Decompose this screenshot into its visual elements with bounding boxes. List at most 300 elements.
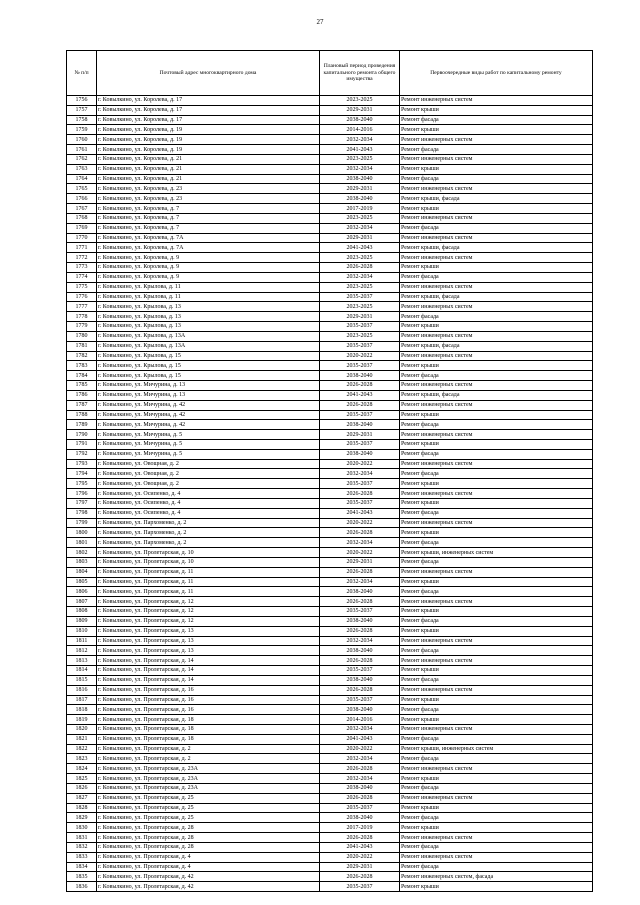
- row-works: Ремонт крыши: [400, 823, 593, 833]
- row-address: г. Ковылкино, ул. Пролетарская, д. 2: [97, 744, 320, 754]
- row-number: 1816: [67, 685, 97, 695]
- row-period: 2038-2040: [320, 174, 400, 184]
- table-row: [67, 459, 593, 469]
- capital-repair-table: [66, 50, 593, 892]
- row-address: г. Ковылкино, ул. Пролетарская, д. 18: [97, 715, 320, 725]
- row-period: 2032-2034: [320, 725, 400, 735]
- row-period: 2032-2034: [320, 223, 400, 233]
- row-period: 2038-2040: [320, 115, 400, 125]
- table-row: [67, 263, 593, 273]
- header-period: Плановый период проведения капитального ремонта общего имущества: [320, 51, 400, 96]
- table-row: [67, 351, 593, 361]
- row-address: г. Ковылкино, ул. Пролетарская, д. 16: [97, 705, 320, 715]
- row-number: 1776: [67, 292, 97, 302]
- row-address: г. Ковылкино, ул. Крылова, д. 11: [97, 282, 320, 292]
- row-number: 1818: [67, 705, 97, 715]
- row-address: г. Ковылкино, ул. Крылова, д. 13: [97, 302, 320, 312]
- row-number: 1826: [67, 783, 97, 793]
- row-works: Ремонт крыши: [400, 263, 593, 273]
- row-works: Ремонт инженерных систем: [400, 852, 593, 862]
- table-row: [67, 616, 593, 626]
- row-address: г. Ковылкино, ул. Пролетарская, д. 11: [97, 577, 320, 587]
- row-address: г. Ковылкино, ул. Пархоменко, д. 2: [97, 518, 320, 528]
- row-number: 1829: [67, 813, 97, 823]
- row-works: Ремонт инженерных систем: [400, 135, 593, 145]
- row-number: 1765: [67, 184, 97, 194]
- row-number: 1806: [67, 587, 97, 597]
- row-number: 1835: [67, 872, 97, 882]
- row-address: г. Ковылкино, ул. Пролетарская, д. 14: [97, 675, 320, 685]
- row-works: Ремонт крыши: [400, 774, 593, 784]
- table-row: [67, 715, 593, 725]
- row-address: г. Ковылкино, ул. Мичурина, д. 42: [97, 420, 320, 430]
- row-period: 2032-2034: [320, 636, 400, 646]
- row-works: Ремонт фасада: [400, 223, 593, 233]
- row-number: 1767: [67, 204, 97, 214]
- row-works: Ремонт инженерных систем: [400, 793, 593, 803]
- row-number: 1771: [67, 243, 97, 253]
- table-row: [67, 204, 593, 214]
- row-period: 2020-2022: [320, 518, 400, 528]
- row-works: Ремонт крыши: [400, 125, 593, 135]
- page-number: 27: [316, 18, 324, 26]
- row-address: г. Ковылкино, ул. Пролетарская, д. 23А: [97, 783, 320, 793]
- row-period: 2035-2037: [320, 498, 400, 508]
- row-number: 1795: [67, 479, 97, 489]
- row-period: 2026-2028: [320, 597, 400, 607]
- row-works: Ремонт инженерных систем: [400, 567, 593, 577]
- row-period: 2035-2037: [320, 322, 400, 332]
- table-row: [67, 194, 593, 204]
- table-row: [67, 282, 593, 292]
- row-works: Ремонт фасада: [400, 705, 593, 715]
- row-address: г. Ковылкино, ул. Пролетарская, д. 28: [97, 842, 320, 852]
- row-works: Ремонт инженерных систем: [400, 331, 593, 341]
- row-number: 1811: [67, 636, 97, 646]
- row-works: Ремонт фасада: [400, 616, 593, 626]
- row-address: г. Ковылкино, ул. Пролетарская, д. 12: [97, 607, 320, 617]
- row-number: 1836: [67, 882, 97, 892]
- row-address: г. Ковылкино, ул. Пролетарская, д. 11: [97, 567, 320, 577]
- row-works: Ремонт инженерных систем: [400, 833, 593, 843]
- table-row: [67, 744, 593, 754]
- table-row: [67, 233, 593, 243]
- row-address: г. Ковылкино, ул. Пролетарская, д. 4: [97, 852, 320, 862]
- row-address: г. Ковылкино, ул. Пролетарская, д. 23А: [97, 774, 320, 784]
- row-number: 1758: [67, 115, 97, 125]
- row-address: г. Ковылкино, ул. Пархоменко, д. 2: [97, 528, 320, 538]
- table-row: [67, 557, 593, 567]
- row-address: г. Ковылкино, ул. Пролетарская, д. 18: [97, 734, 320, 744]
- row-period: 2023-2025: [320, 253, 400, 263]
- row-works: Ремонт крыши: [400, 410, 593, 420]
- row-period: 2038-2040: [320, 675, 400, 685]
- row-address: г. Ковылкино, ул. Королева, д. 23: [97, 184, 320, 194]
- row-works: Ремонт инженерных систем, фасада: [400, 872, 593, 882]
- row-period: 2038-2040: [320, 783, 400, 793]
- row-number: 1821: [67, 734, 97, 744]
- row-period: 2032-2034: [320, 538, 400, 548]
- table-row: [67, 538, 593, 548]
- row-address: г. Ковылкино, ул. Пролетарская, д. 13: [97, 646, 320, 656]
- row-number: 1807: [67, 597, 97, 607]
- table-row: [67, 774, 593, 784]
- table-row: [67, 508, 593, 518]
- table-row: [67, 577, 593, 587]
- row-number: 1804: [67, 567, 97, 577]
- row-number: 1809: [67, 616, 97, 626]
- row-number: 1770: [67, 233, 97, 243]
- row-address: г. Ковылкино, ул. Крылова, д. 15: [97, 371, 320, 381]
- row-number: 1774: [67, 272, 97, 282]
- row-works: Ремонт инженерных систем: [400, 282, 593, 292]
- row-works: Ремонт фасада: [400, 842, 593, 852]
- row-address: г. Ковылкино, ул. Пролетарская, д. 2: [97, 754, 320, 764]
- table-row: [67, 518, 593, 528]
- row-address: г. Ковылкино, ул. Пролетарская, д. 4: [97, 862, 320, 872]
- table-row: [67, 626, 593, 636]
- row-works: Ремонт инженерных систем: [400, 685, 593, 695]
- row-address: г. Ковылкино, ул. Королева, д. 17: [97, 105, 320, 115]
- table-row: [67, 872, 593, 882]
- row-number: 1780: [67, 331, 97, 341]
- row-number: 1787: [67, 400, 97, 410]
- row-works: Ремонт крыши: [400, 715, 593, 725]
- row-address: г. Ковылкино, ул. Королева, д. 23: [97, 194, 320, 204]
- row-period: 2023-2025: [320, 302, 400, 312]
- table-row: [67, 754, 593, 764]
- row-period: 2017-2019: [320, 823, 400, 833]
- row-works: Ремонт фасада: [400, 754, 593, 764]
- row-works: Ремонт инженерных систем: [400, 725, 593, 735]
- table-row: [67, 105, 593, 115]
- row-number: 1784: [67, 371, 97, 381]
- row-address: г. Ковылкино, ул. Пролетарская, д. 16: [97, 695, 320, 705]
- table-row: [67, 695, 593, 705]
- row-address: г. Ковылкино, ул. Королева, д. 7А: [97, 233, 320, 243]
- row-period: 2026-2028: [320, 626, 400, 636]
- table-row: [67, 498, 593, 508]
- row-address: г. Ковылкино, ул. Пролетарская, д. 12: [97, 616, 320, 626]
- table-row: [67, 685, 593, 695]
- row-works: Ремонт инженерных систем: [400, 430, 593, 440]
- table-row: [67, 862, 593, 872]
- row-number: 1773: [67, 263, 97, 273]
- row-number: 1810: [67, 626, 97, 636]
- table-row: [67, 636, 593, 646]
- row-address: г. Ковылкино, ул. Королева, д. 9: [97, 253, 320, 263]
- row-period: 2020-2022: [320, 459, 400, 469]
- table-row: [67, 567, 593, 577]
- row-period: 2035-2037: [320, 439, 400, 449]
- table-row: [67, 852, 593, 862]
- row-works: Ремонт фасада: [400, 646, 593, 656]
- row-works: Ремонт крыши, инженерных систем: [400, 548, 593, 558]
- row-works: Ремонт крыши: [400, 361, 593, 371]
- row-number: 1783: [67, 361, 97, 371]
- row-number: 1825: [67, 774, 97, 784]
- row-works: Ремонт фасада: [400, 675, 593, 685]
- row-number: 1766: [67, 194, 97, 204]
- row-works: Ремонт крыши, инженерных систем: [400, 744, 593, 754]
- table-row: [67, 253, 593, 263]
- row-number: 1832: [67, 842, 97, 852]
- row-works: Ремонт крыши: [400, 695, 593, 705]
- row-period: 2035-2037: [320, 607, 400, 617]
- table-row: [67, 390, 593, 400]
- row-number: 1814: [67, 666, 97, 676]
- table-row: [67, 223, 593, 233]
- row-works: Ремонт крыши, фасада: [400, 390, 593, 400]
- row-number: 1779: [67, 322, 97, 332]
- row-address: г. Ковылкино, ул. Королева, д. 17: [97, 115, 320, 125]
- row-works: Ремонт крыши, фасада: [400, 292, 593, 302]
- row-works: Ремонт инженерных систем: [400, 518, 593, 528]
- row-period: 2026-2028: [320, 528, 400, 538]
- table-row: [67, 272, 593, 282]
- row-period: 2032-2034: [320, 577, 400, 587]
- table-row: [67, 371, 593, 381]
- row-period: 2026-2028: [320, 685, 400, 695]
- row-period: 2029-2031: [320, 184, 400, 194]
- table-row: [67, 381, 593, 391]
- row-number: 1757: [67, 105, 97, 115]
- header-number: № п/п: [67, 51, 97, 96]
- row-address: г. Ковылкино, ул. Королева, д. 7: [97, 223, 320, 233]
- row-period: 2038-2040: [320, 705, 400, 715]
- row-works: Ремонт фасада: [400, 557, 593, 567]
- row-works: Ремонт фасада: [400, 538, 593, 548]
- table-row: [67, 213, 593, 223]
- table-row: [67, 823, 593, 833]
- row-number: 1799: [67, 518, 97, 528]
- row-works: Ремонт крыши: [400, 528, 593, 538]
- row-address: г. Ковылкино, ул. Крылова, д. 15: [97, 361, 320, 371]
- row-address: г. Ковылкино, ул. Крылова, д. 13: [97, 312, 320, 322]
- row-period: 2035-2037: [320, 479, 400, 489]
- table-row: [67, 783, 593, 793]
- row-period: 2014-2016: [320, 715, 400, 725]
- row-works: Ремонт инженерных систем: [400, 213, 593, 223]
- row-works: Ремонт крыши: [400, 607, 593, 617]
- row-address: г. Ковылкино, ул. Мичурина, д. 42: [97, 410, 320, 420]
- table-row: [67, 675, 593, 685]
- row-period: 2032-2034: [320, 272, 400, 282]
- row-number: 1805: [67, 577, 97, 587]
- table-row: [67, 322, 593, 332]
- row-address: г. Ковылкино, ул. Крылова, д. 13А: [97, 341, 320, 351]
- row-address: г. Ковылкино, ул. Пролетарская, д. 23А: [97, 764, 320, 774]
- row-period: 2038-2040: [320, 646, 400, 656]
- row-number: 1800: [67, 528, 97, 538]
- row-period: 2029-2031: [320, 312, 400, 322]
- table-row: [67, 646, 593, 656]
- row-address: г. Ковылкино, ул. Крылова, д. 13: [97, 322, 320, 332]
- row-address: г. Ковылкино, ул. Королева, д. 19: [97, 145, 320, 155]
- row-number: 1756: [67, 96, 97, 106]
- row-period: 2041-2043: [320, 842, 400, 852]
- row-period: 2035-2037: [320, 292, 400, 302]
- row-works: Ремонт крыши: [400, 498, 593, 508]
- table-row: [67, 174, 593, 184]
- row-address: г. Ковылкино, ул. Пролетарская, д. 10: [97, 548, 320, 558]
- row-number: 1793: [67, 459, 97, 469]
- row-address: г. Ковылкино, ул. Крылова, д. 11: [97, 292, 320, 302]
- row-number: 1763: [67, 164, 97, 174]
- table-row: [67, 597, 593, 607]
- row-address: г. Ковылкино, ул. Пролетарская, д. 16: [97, 685, 320, 695]
- row-works: Ремонт инженерных систем: [400, 253, 593, 263]
- row-address: г. Ковылкино, ул. Пролетарская, д. 12: [97, 597, 320, 607]
- row-period: 2026-2028: [320, 833, 400, 843]
- row-works: Ремонт инженерных систем: [400, 96, 593, 106]
- row-address: г. Ковылкино, ул. Мичурина, д. 5: [97, 430, 320, 440]
- row-works: Ремонт фасада: [400, 371, 593, 381]
- table-row: [67, 705, 593, 715]
- row-period: 2038-2040: [320, 616, 400, 626]
- table-row: [67, 548, 593, 558]
- row-address: г. Ковылкино, ул. Королева, д. 9: [97, 272, 320, 282]
- row-period: 2038-2040: [320, 371, 400, 381]
- table-row: [67, 312, 593, 322]
- row-works: Ремонт крыши: [400, 322, 593, 332]
- row-period: 2029-2031: [320, 105, 400, 115]
- row-number: 1827: [67, 793, 97, 803]
- table-row: [67, 341, 593, 351]
- table-row: [67, 400, 593, 410]
- table-row: [67, 725, 593, 735]
- row-works: Ремонт инженерных систем: [400, 489, 593, 499]
- row-number: 1824: [67, 764, 97, 774]
- row-number: 1791: [67, 439, 97, 449]
- row-number: 1788: [67, 410, 97, 420]
- row-works: Ремонт инженерных систем: [400, 764, 593, 774]
- table-row: [67, 410, 593, 420]
- table-row: [67, 361, 593, 371]
- table-row: [67, 243, 593, 253]
- row-number: 1834: [67, 862, 97, 872]
- row-period: 2032-2034: [320, 135, 400, 145]
- row-works: Ремонт фасада: [400, 783, 593, 793]
- row-address: г. Ковылкино, ул. Осипенко, д. 4: [97, 489, 320, 499]
- row-number: 1789: [67, 420, 97, 430]
- row-address: г. Ковылкино, ул. Королева, д. 7: [97, 204, 320, 214]
- row-address: г. Ковылкино, ул. Королева, д. 21: [97, 174, 320, 184]
- row-number: 1808: [67, 607, 97, 617]
- row-address: г. Ковылкино, ул. Мичурина, д. 5: [97, 449, 320, 459]
- row-number: 1790: [67, 430, 97, 440]
- row-address: г. Ковылкино, ул. Пролетарская, д. 14: [97, 666, 320, 676]
- row-address: г. Ковылкино, ул. Овощная, д. 2: [97, 469, 320, 479]
- table-row: [67, 803, 593, 813]
- row-address: г. Ковылкино, ул. Осипенко, д. 4: [97, 498, 320, 508]
- table-row: [67, 430, 593, 440]
- row-address: г. Ковылкино, ул. Мичурина, д. 42: [97, 400, 320, 410]
- row-address: г. Ковылкино, ул. Пролетарская, д. 25: [97, 803, 320, 813]
- table-row: [67, 528, 593, 538]
- row-works: Ремонт крыши: [400, 479, 593, 489]
- row-works: Ремонт инженерных систем: [400, 184, 593, 194]
- row-works: Ремонт крыши, фасада: [400, 243, 593, 253]
- row-period: 2026-2028: [320, 567, 400, 577]
- row-number: 1798: [67, 508, 97, 518]
- row-period: 2026-2028: [320, 489, 400, 499]
- row-period: 2041-2043: [320, 145, 400, 155]
- row-number: 1830: [67, 823, 97, 833]
- row-address: г. Ковылкино, ул. Овощная, д. 2: [97, 479, 320, 489]
- row-number: 1782: [67, 351, 97, 361]
- row-number: 1775: [67, 282, 97, 292]
- row-address: г. Ковылкино, ул. Пролетарская, д. 10: [97, 557, 320, 567]
- row-address: г. Ковылкино, ул. Пролетарская, д. 13: [97, 636, 320, 646]
- row-period: 2026-2028: [320, 400, 400, 410]
- table-row: [67, 656, 593, 666]
- row-number: 1772: [67, 253, 97, 263]
- row-works: Ремонт крыши: [400, 105, 593, 115]
- row-number: 1817: [67, 695, 97, 705]
- table-row: [67, 666, 593, 676]
- row-number: 1813: [67, 656, 97, 666]
- header-address: Почтовый адрес многоквартирного дома: [97, 51, 320, 96]
- row-number: 1820: [67, 725, 97, 735]
- row-period: 2035-2037: [320, 410, 400, 420]
- row-address: г. Ковылкино, ул. Королева, д. 19: [97, 125, 320, 135]
- row-works: Ремонт фасада: [400, 420, 593, 430]
- row-number: 1822: [67, 744, 97, 754]
- row-period: 2038-2040: [320, 449, 400, 459]
- row-number: 1796: [67, 489, 97, 499]
- row-period: 2023-2025: [320, 282, 400, 292]
- row-address: г. Ковылкино, ул. Королева, д. 19: [97, 135, 320, 145]
- row-address: г. Ковылкино, ул. Королева, д. 21: [97, 154, 320, 164]
- row-address: г. Ковылкино, ул. Мичурина, д. 5: [97, 439, 320, 449]
- row-address: г. Ковылкино, ул. Осипенко, д. 4: [97, 508, 320, 518]
- row-works: Ремонт фасада: [400, 312, 593, 322]
- row-period: 2041-2043: [320, 734, 400, 744]
- row-address: г. Ковылкино, ул. Крылова, д. 13А: [97, 331, 320, 341]
- row-works: Ремонт крыши: [400, 666, 593, 676]
- row-number: 1760: [67, 135, 97, 145]
- table-row: [67, 302, 593, 312]
- table-row: [67, 479, 593, 489]
- table-row: [67, 184, 593, 194]
- row-works: Ремонт инженерных систем: [400, 302, 593, 312]
- row-period: 2026-2028: [320, 764, 400, 774]
- row-address: г. Ковылкино, ул. Пролетарская, д. 13: [97, 626, 320, 636]
- row-works: Ремонт крыши: [400, 439, 593, 449]
- row-address: г. Ковылкино, ул. Пролетарская, д. 25: [97, 813, 320, 823]
- row-period: 2020-2022: [320, 351, 400, 361]
- row-number: 1815: [67, 675, 97, 685]
- row-number: 1812: [67, 646, 97, 656]
- table-row: [67, 449, 593, 459]
- row-number: 1778: [67, 312, 97, 322]
- table-row: [67, 813, 593, 823]
- row-number: 1761: [67, 145, 97, 155]
- row-number: 1768: [67, 213, 97, 223]
- row-number: 1828: [67, 803, 97, 813]
- row-works: Ремонт фасада: [400, 587, 593, 597]
- row-period: 2035-2037: [320, 361, 400, 371]
- row-period: 2023-2025: [320, 154, 400, 164]
- row-period: 2038-2040: [320, 587, 400, 597]
- row-address: г. Ковылкино, ул. Пролетарская, д. 14: [97, 656, 320, 666]
- row-works: Ремонт инженерных систем: [400, 351, 593, 361]
- row-period: 2017-2019: [320, 204, 400, 214]
- row-address: г. Ковылкино, ул. Пролетарская, д. 11: [97, 587, 320, 597]
- row-period: 2014-2016: [320, 125, 400, 135]
- row-works: Ремонт крыши: [400, 803, 593, 813]
